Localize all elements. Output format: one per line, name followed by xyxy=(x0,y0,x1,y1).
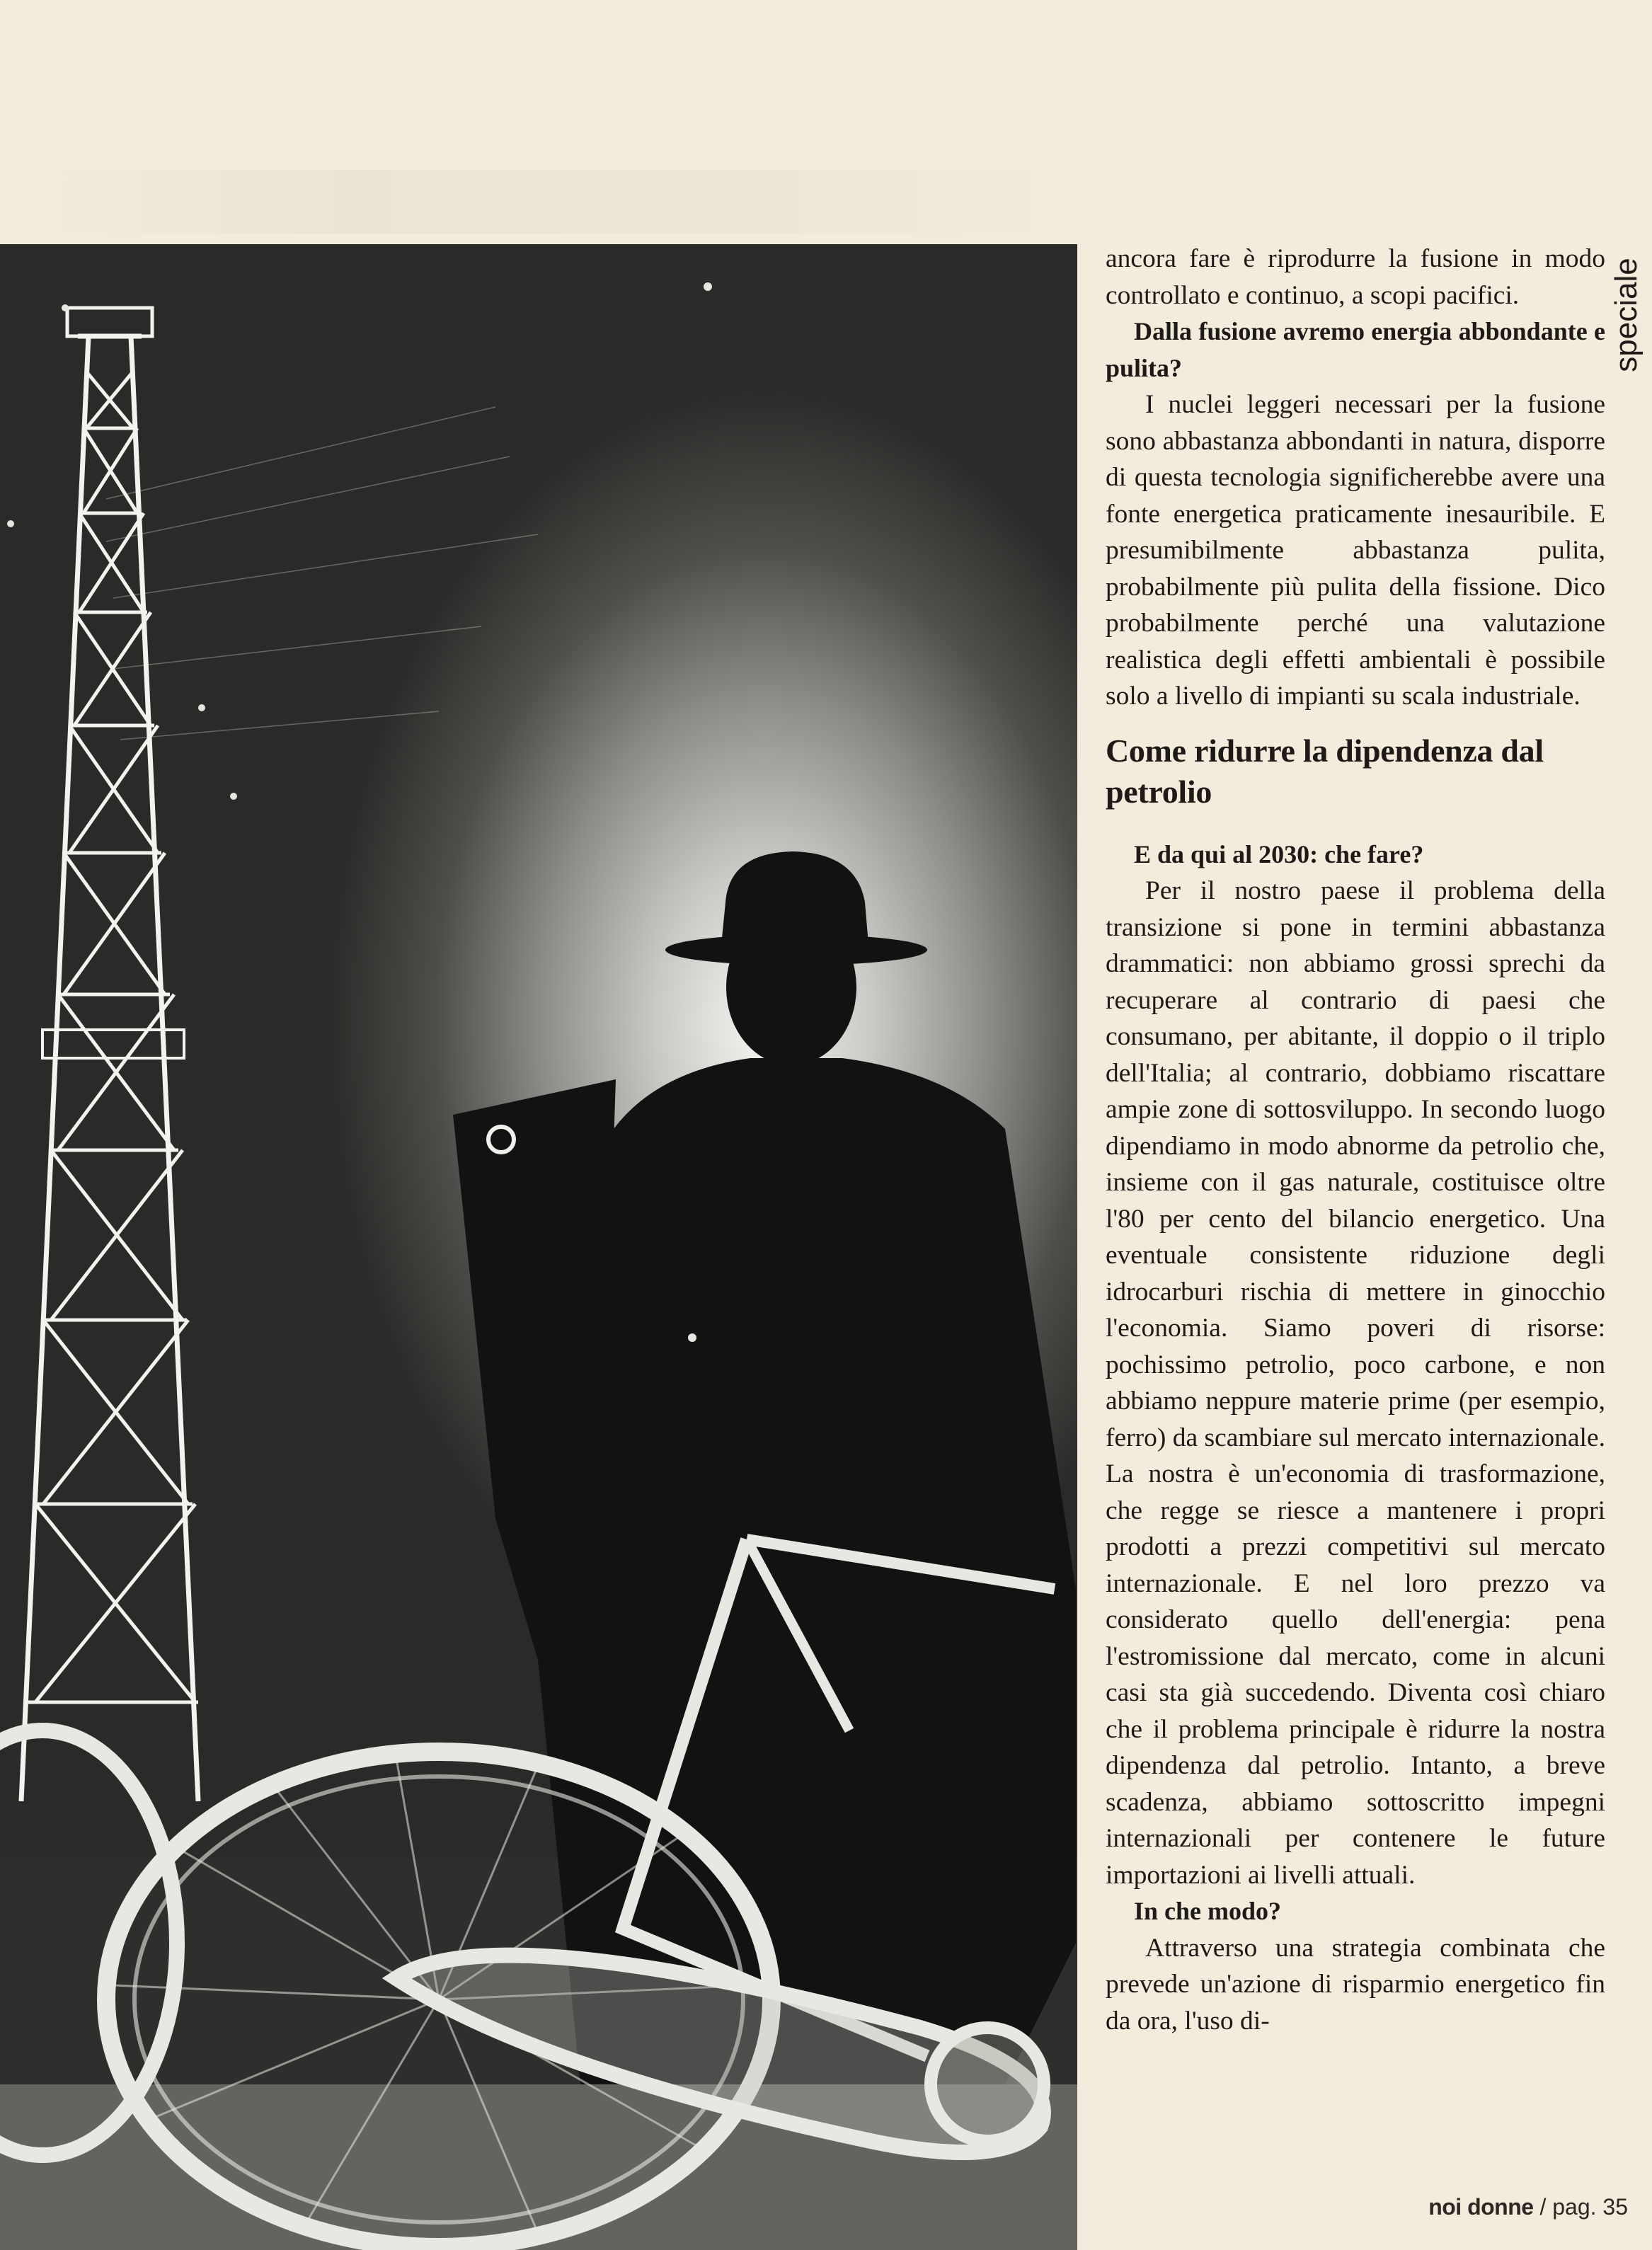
article-column xyxy=(1106,241,1605,2039)
page-number: pag. 35 xyxy=(1552,2194,1628,2220)
footer-separator: / xyxy=(1539,2194,1547,2220)
question-fusion: Dalla fusione avremo energia abbondante e pulita? xyxy=(1106,317,1605,382)
question-how: In che modo? xyxy=(1134,1897,1282,1925)
section-label: speciale xyxy=(1609,258,1644,372)
article-photo xyxy=(0,244,1077,2250)
oil-derrick xyxy=(21,308,198,1801)
paragraph-strategy: Attraverso una strategia combinata che prevede un'azione di risparmio energetico fin da ora, l'uso di- xyxy=(1106,1933,1605,2036)
paragraph-transition: Per il nostro paese il problema della transizione si pone in termini abbastanza drammatici: non abbiamo grossi sprechi da recuperare al contrario di paesi che consumano, per abitante, il doppio o il triplo dell'Italia; al contrario, dobbiamo riscattare ampie zone di sottosviluppo. In secondo luogo dipendiamo in modo abnorme da petrolio che, insieme con il gas naturale, costituisce oltre l'80 per cento del bilancio energetico. Una eventuale consistente riduzione degli idrocarburi rischia di mettere in ginocchio l'economia. Siamo poveri di risorse: pochissimo petrolio, poco carbone, e non abbiamo neppure materie prime (per esempio, ferro) da scambiare sul mercato internazionale. La nostra è un'economia di trasformazione, che regge se riesce a mantenere i propri prodotti a prezzi competitivi sul mercato internazionale. E nel loro prezzo va considerato quello dell'energia: pena l'estromissione dal mercato, come in alcuni casi sta già succedendo. Diventa così chiaro che il problema principale è ridurre la nostra dipendenza dal petrolio. Intanto, a breve scadenza, abbiamo sottoscritto impegni internazionali per contenere le future importazioni ai livelli attuali. xyxy=(1106,876,1605,1890)
photo-illustration xyxy=(0,244,1077,2250)
paragraph-fusion-answer: I nuclei leggeri necessari per la fusione sono abbastanza abbondanti in natura, disporre di questa tecnologia significherebbe avere una fonte energetica praticamente inesauribile. E presumibilmente abbastanza pulita, probabilmente più pulita della fissione. Dico probabilmente perché una valutazione realistica degli effetti ambientali è possibile solo a livello di impianti su scala industriale. xyxy=(1106,390,1605,711)
section-tab xyxy=(1605,244,1648,386)
page-footer xyxy=(1428,2194,1628,2220)
question-2030: E da qui al 2030: che fare? xyxy=(1134,839,1424,868)
section-heading: Come ridurre la dipendenza dal petrolio xyxy=(1106,732,1544,810)
show-through-strip xyxy=(42,170,1062,234)
magazine-brand: noi donne xyxy=(1428,2194,1534,2220)
paragraph-fusion-intro: ancora fare è riprodurre la fusione in modo controllato e continuo, a scopi pacifici. xyxy=(1106,244,1605,310)
